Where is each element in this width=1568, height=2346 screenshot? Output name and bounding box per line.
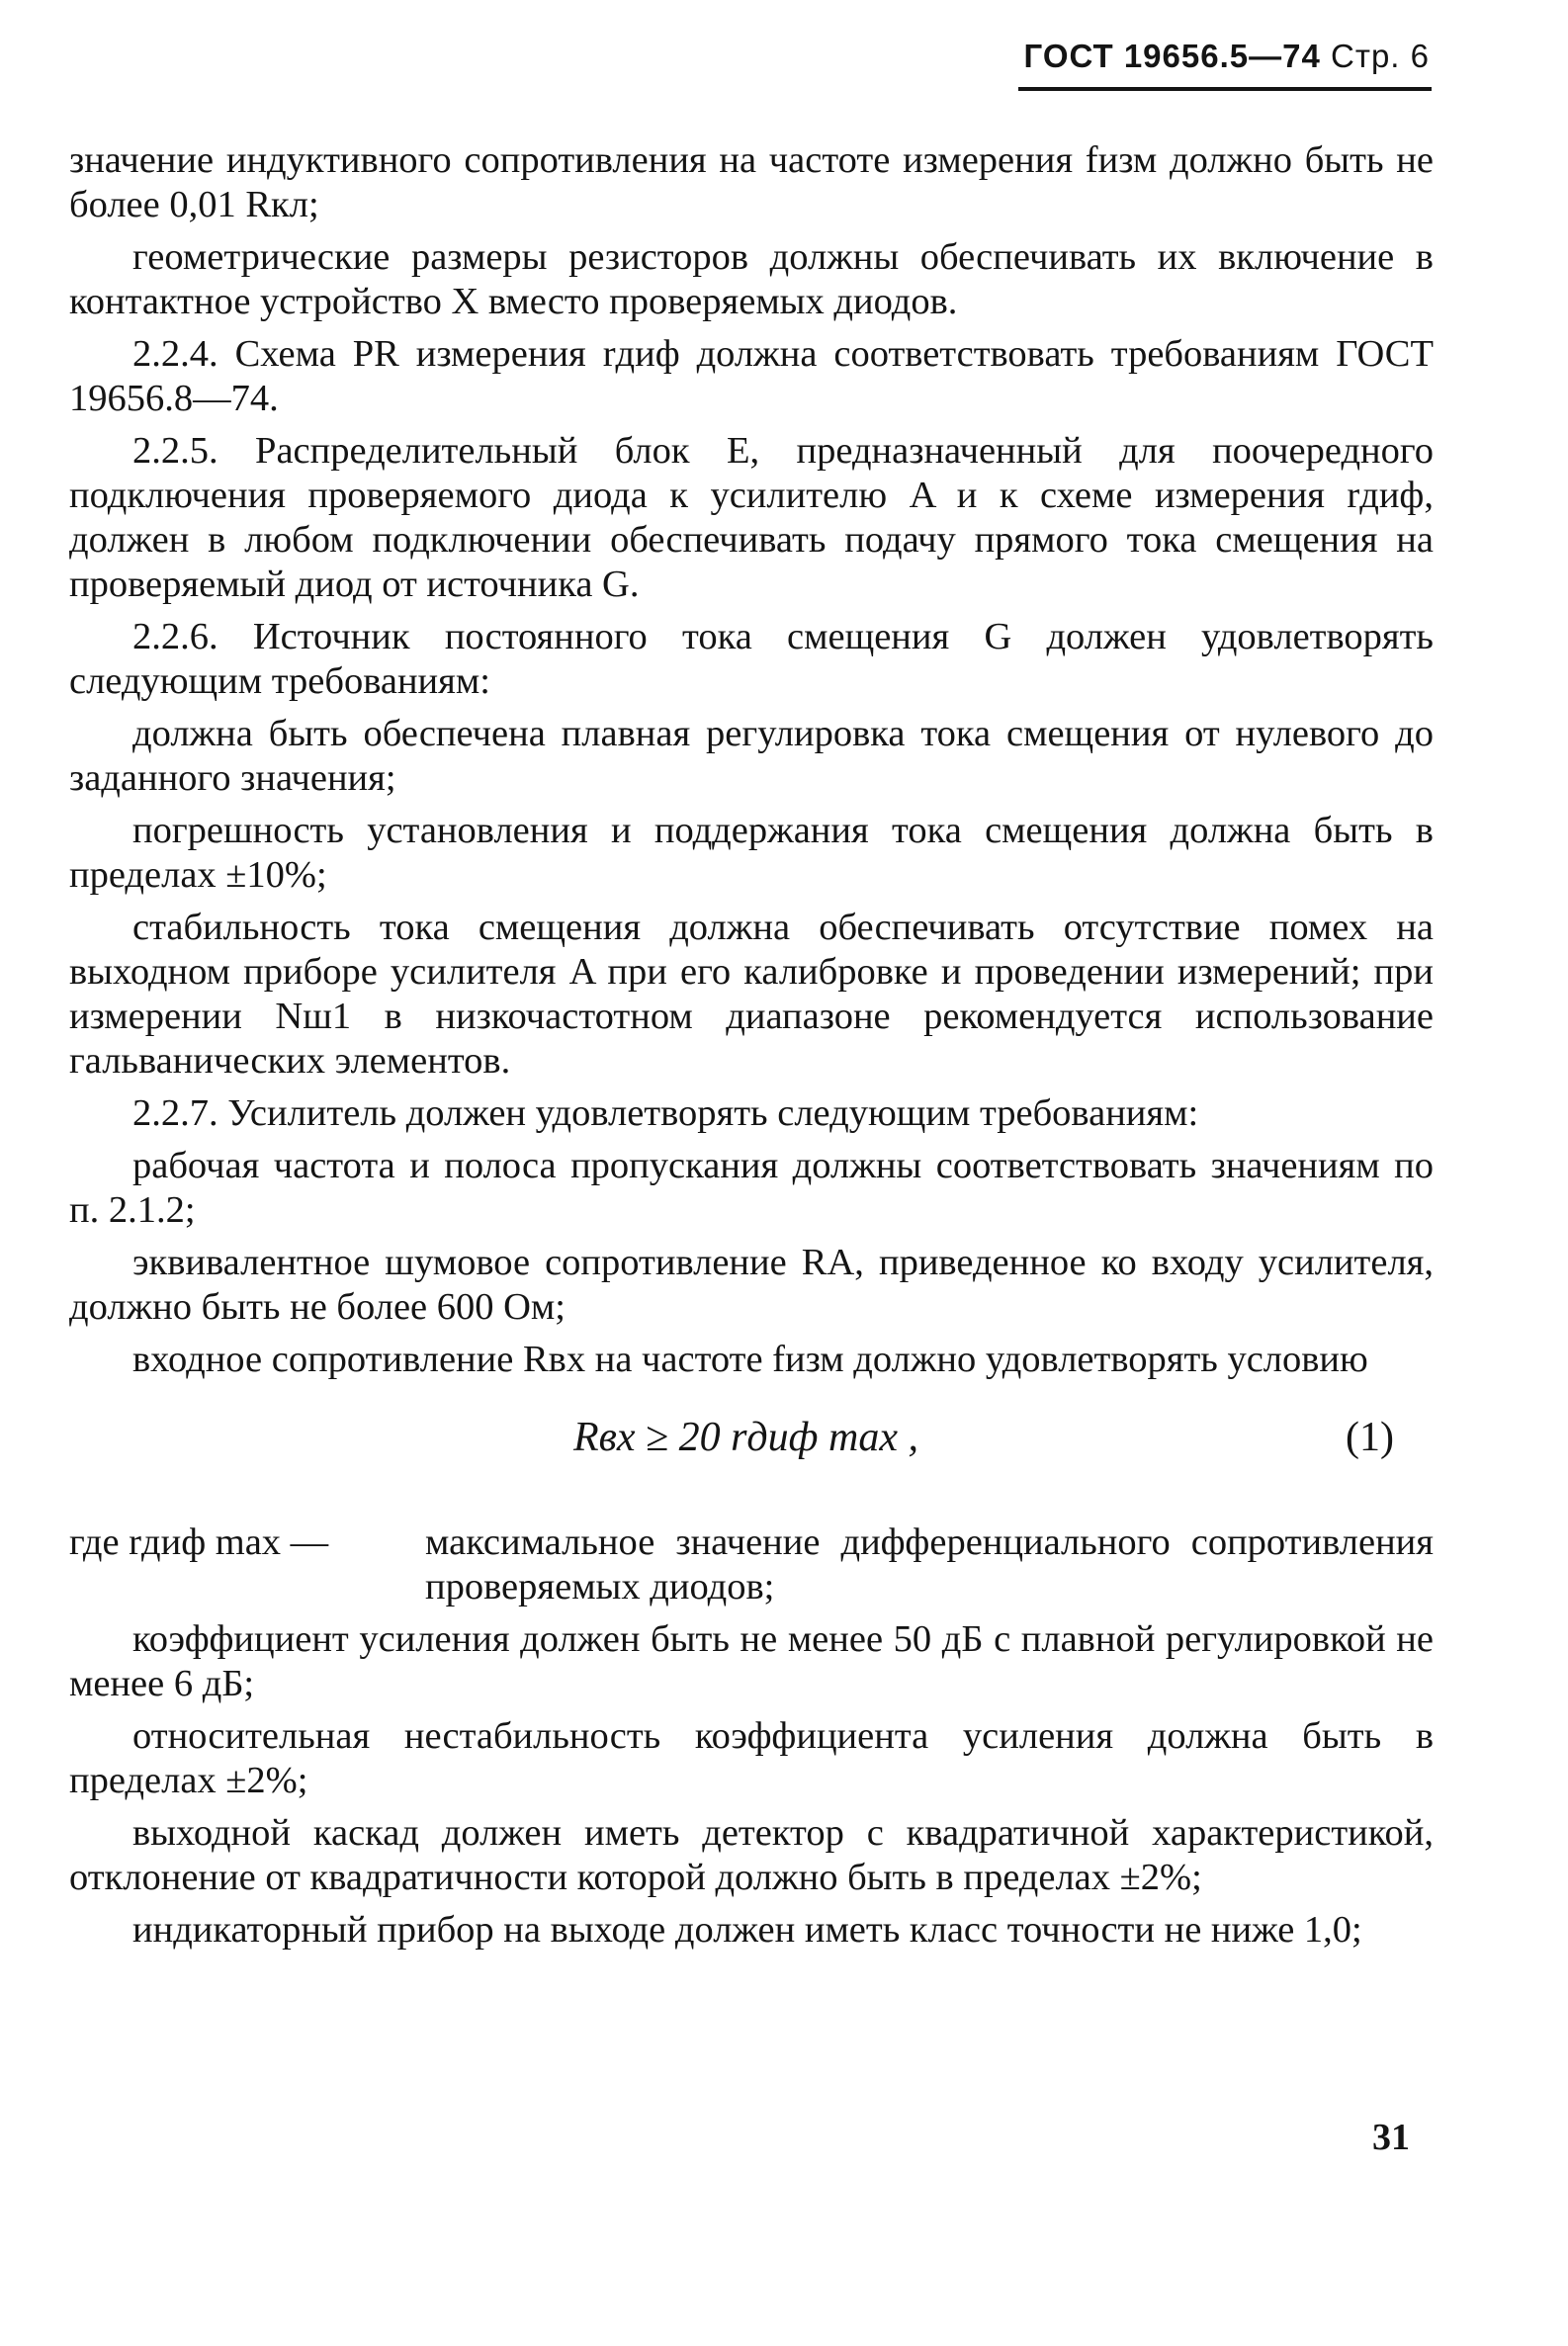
running-header [995,38,1430,75]
standard-number: ГОСТ 19656.5—74 [1023,38,1321,74]
paragraph: рабочая частота и полоса пропускания должны соответствовать значениям по п. 2.1.2; [69,1145,1434,1231]
paragraph: коэффициент усиления должен быть не менее 50 дБ с плавной регулировкой не менее 6 дБ; [69,1618,1434,1704]
paragraph: входное сопротивление Rвх на частоте fизм должно удовлетворять условию [132,1339,1368,1380]
header-rule [1018,87,1432,91]
formula-expression: Rвх ≥ 20 rдиф max , [573,1415,918,1460]
clause-2-2-6: 2.2.6. Источник постоянного тока смещения G должен удовлетворять следующим требованиям: [69,616,1434,702]
paragraph: должна быть обеспечена плавная регулировка тока смещения от нулевого до заданного значения; [69,713,1434,799]
page-number: 31 [1372,2117,1410,2158]
definition-text: максимальное значение дифференциального сопротивления проверяемых диодов; [425,1521,1434,1607]
page-label: Стр. 6 [1331,38,1430,74]
paragraph: значение индуктивного сопротивления на частоте измерения fизм должно быть не более 0,01 Rкл; [69,139,1434,225]
document-body [69,138,1434,1960]
paragraph: индикаторный прибор на выходе должен иметь класс точности не ниже 1,0; [132,1909,1362,1951]
paragraph: эквивалентное шумовое сопротивление RA, приведенное ко входу усилителя, должно быть не более 600 Ом; [69,1242,1434,1328]
clause-2-2-7: 2.2.7. Усилитель должен удовлетворять следующим требованиям: [132,1092,1199,1134]
paragraph: геометрические размеры резисторов должны обеспечивать их включение в контактное устройство X вместо проверяемых диодов. [69,236,1434,322]
clause-2-2-5: 2.2.5. Распределительный блок E, предназначенный для поочередного подключения проверяемого диода к усилителю A и к схеме измерения rдиф, должен в любом подключении обеспечивать подачу прямого тока смещения на проверяемый диод от источника G. [69,430,1434,605]
paragraph: погрешность установления и поддержания тока смещения должна быть в пределах ±10%; [69,810,1434,896]
definition [69,1521,1434,1609]
paragraph: относительная нестабильность коэффициента усиления должна быть в пределах ±2%; [69,1715,1434,1801]
formula-number: (1) [1346,1415,1394,1460]
definition-term: где rдиф max — [69,1521,329,1563]
formula-1 [69,1408,1434,1481]
paragraph: стабильность тока смещения должна обеспечивать отсутствие помех на выходном приборе усилителя A при его калибровке и проведении измерений; при измерении Nш1 в низкочастотном диапазоне рекомендуется использование гальванических элементов. [69,907,1434,1082]
clause-2-2-4: 2.2.4. Схема PR измерения rдиф должна соответствовать требованиям ГОСТ 19656.8—74. [69,333,1434,419]
paragraph: выходной каскад должен иметь детектор с квадратичной характеристикой, отклонение от квадратичности которой должно быть в пределах ±2%; [69,1812,1434,1898]
